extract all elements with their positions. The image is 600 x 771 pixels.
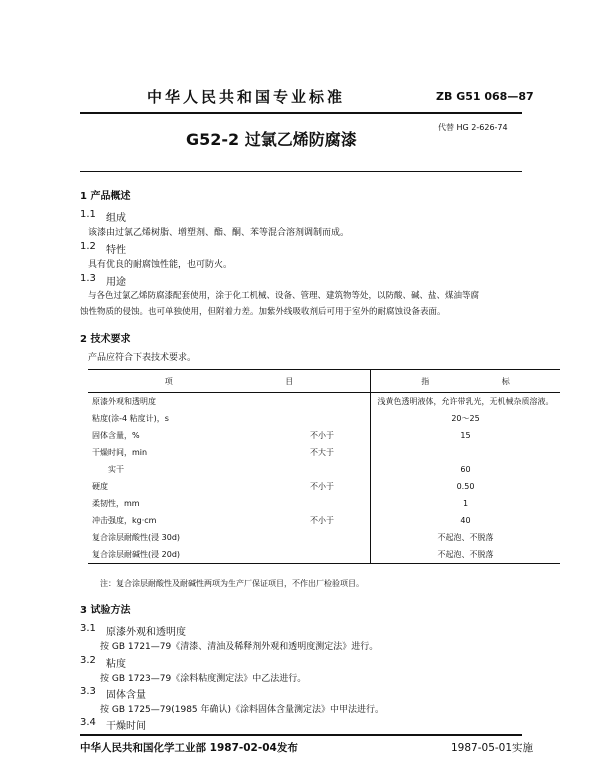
section-3-3-number: 3.3	[80, 686, 96, 697]
table-cell-item: 固体含量，%	[92, 431, 140, 440]
table-cell-value: 0.50	[371, 478, 561, 495]
table-cell-condition: 不小于	[310, 482, 334, 491]
technical-requirements-table	[88, 369, 560, 564]
table-cell-condition: 不小于	[310, 516, 334, 525]
table-header-value-left: 指	[421, 376, 430, 386]
section-3-4-number: 3.4	[80, 717, 96, 728]
table-header-value-right: 标	[501, 376, 510, 386]
issuer-and-issue-date: 中华人民共和国化学工业部 1987-02-04发布	[80, 742, 298, 754]
section-3-1-number: 3.1	[80, 623, 96, 634]
section-1-2-title: 特性	[106, 245, 126, 256]
table-row	[88, 546, 560, 564]
section-1-3-body-line-1: 与各色过氯乙烯防腐漆配套使用，涂于化工机械、设备、管理、建筑物等处，以防酸、碱、盐、煤油等腐	[88, 291, 480, 301]
table-cell-value: 15	[371, 427, 561, 444]
table-cell-item: 复合涂层耐酸性(浸 30d)	[92, 533, 181, 542]
table-cell-item: 复合涂层耐碱性(浸 20d)	[88, 546, 302, 564]
table-header-row	[88, 370, 560, 393]
table-row	[88, 393, 560, 411]
table-cell-value: 不起泡、不脱落	[371, 529, 561, 546]
title-rule	[80, 171, 522, 172]
table-cell-item: 硬度	[92, 482, 108, 491]
section-1-heading: 1 产品概述	[80, 191, 131, 202]
table-row	[88, 461, 560, 478]
table-cell-item: 实干	[108, 465, 124, 474]
section-1-1-number: 1.1	[80, 209, 96, 220]
table-header-item-right: 目	[285, 376, 294, 386]
table-header-item-left: 项	[164, 376, 173, 386]
section-3-3-title: 固体含量	[106, 690, 146, 701]
section-1-1-title: 组成	[106, 213, 126, 224]
table-cell-value	[371, 444, 561, 461]
table-row	[88, 495, 560, 512]
section-1-2-body: 具有优良的耐腐蚀性能，也可防火。	[88, 260, 233, 270]
section-3-2-number: 3.2	[80, 655, 96, 666]
table-cell-item: 粘度(涂-4 粘度计)，s	[92, 414, 169, 423]
section-1-3-title: 用途	[106, 277, 126, 288]
section-3-3-body: 按 GB 1725—79(1985 年确认)《涂料固体含量测定法》中甲法进行。	[100, 705, 385, 715]
table-cell-value: 浅黄色透明液体，允许带乳光，无机械杂质溶液。	[371, 393, 561, 411]
table-cell-condition	[302, 393, 371, 411]
section-2-intro: 产品应符合下表技术要求。	[88, 353, 197, 363]
table-cell-condition: 不大于	[310, 448, 334, 457]
table-cell-item: 干燥时间，min	[92, 448, 148, 457]
section-2-heading: 2 技术要求	[80, 334, 131, 345]
table-row	[88, 529, 560, 546]
section-3-2-title: 粘度	[106, 659, 126, 670]
table-cell-value: 40	[371, 512, 561, 529]
table-header-item	[88, 370, 371, 393]
section-3-1-body: 按 GB 1721—79《清漆、清油及稀释剂外观和透明度测定法》进行。	[100, 642, 379, 652]
standard-code: ZB G51 068—87	[436, 90, 534, 103]
section-1-1-body: 该漆由过氯乙烯树脂、增塑剂、酯、酮、苯等混合溶剂调制而成。	[88, 228, 350, 238]
section-3-heading: 3 试验方法	[80, 605, 131, 616]
section-3-2-body: 按 GB 1723—79《涂料粘度测定法》中乙法进行。	[100, 674, 307, 684]
section-3-4-title: 干燥时间	[106, 721, 146, 732]
table-cell-value: 60	[371, 461, 561, 478]
table-row	[88, 410, 560, 427]
replaces-note: 代替 HG 2-626-74	[438, 123, 508, 132]
table-cell-condition	[302, 410, 371, 427]
table-row	[88, 512, 560, 529]
table-cell-condition	[302, 495, 371, 512]
document-title: G52-2 过氯乙烯防腐漆	[186, 130, 357, 149]
table-cell-condition	[302, 461, 371, 478]
section-1-3-number: 1.3	[80, 273, 96, 284]
table-cell-item: 柔韧性，mm	[92, 499, 140, 508]
standard-category-title: 中华人民共和国专业标准	[147, 88, 346, 106]
table-note: 注：复合涂层耐酸性及耐碱性两项为生产厂保证项目，不作出厂检验项目。	[100, 579, 364, 588]
table-row	[88, 478, 560, 495]
header-rule	[80, 112, 522, 114]
table-cell-item: 冲击强度，kg·cm	[92, 516, 157, 525]
table-cell-value: 不起泡、不脱落	[371, 546, 561, 564]
table-header-value	[371, 370, 561, 393]
table-cell-condition: 不小于	[310, 431, 334, 440]
footer-rule	[80, 734, 522, 736]
table-cell-item: 原漆外观和透明度	[92, 397, 156, 406]
table-cell-condition	[302, 529, 371, 546]
table-cell-value: 20～25	[371, 410, 561, 427]
section-3-1-title: 原漆外观和透明度	[106, 627, 186, 638]
table-cell-condition	[302, 546, 371, 564]
effective-date: 1987-05-01实施	[451, 742, 534, 754]
table-cell-value: 1	[371, 495, 561, 512]
section-1-2-number: 1.2	[80, 241, 96, 252]
section-1-3-body-line-2: 蚀性物质的侵蚀。也可单独使用，但附着力差。加紫外线吸收剂后可用于室外的耐腐蚀设备表面。	[80, 307, 446, 317]
table-row	[88, 444, 560, 461]
table-row	[88, 427, 560, 444]
